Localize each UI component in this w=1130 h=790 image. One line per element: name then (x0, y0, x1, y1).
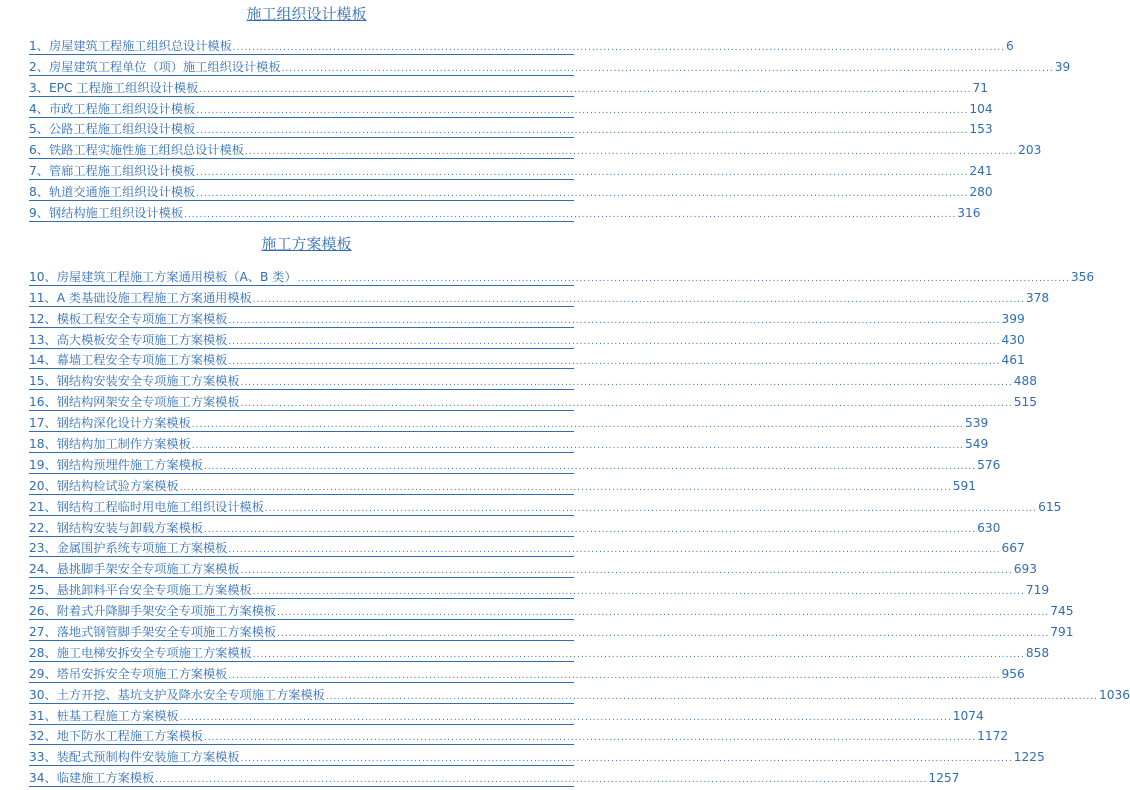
toc-entry-link[interactable] (29, 411, 989, 432)
toc-entry-label: 16、钢结构网架安全专项施工方案模板 (29, 395, 240, 410)
toc-entry-label: 20、钢结构检试验方案模板 (29, 478, 179, 493)
toc-dot-leader: ........................................................................................................................................................................................................ (277, 629, 1050, 640)
toc-entry-link[interactable] (29, 76, 988, 97)
toc-dot-leader: ........................................................................................................................................................................................................ (325, 691, 1098, 702)
toc-entry-page-number: 488 (1013, 374, 1037, 389)
toc-dot-leader: ........................................................................................................................................................................................................ (155, 775, 928, 786)
toc-entry-page-number: 858 (1025, 645, 1050, 660)
toc-dot-leader: ........................................................................................................................................................................................................ (203, 524, 977, 535)
toc-dot-leader: ........................................................................................................................................................................................................ (196, 189, 969, 200)
toc-entry-link[interactable] (29, 369, 1037, 390)
toc-dot-leader: ........................................................................................................................................................................................................ (196, 126, 969, 137)
toc-entry-label: 13、高大模板安全专项施工方案模板 (29, 332, 228, 347)
toc-entry-page-number: 356 (1070, 269, 1095, 284)
toc-entry-label: 23、金属围护系统专项施工方案模板 (29, 541, 228, 556)
toc-entry-label: 3、EPC 工程施工组织设计模板 (29, 80, 199, 95)
toc-entry-page-number: 549 (964, 437, 989, 452)
toc-dot-leader: ........................................................................................................................................................................................................ (240, 399, 1013, 410)
toc-entry-label: 19、钢结构预埋件施工方案模板 (29, 457, 203, 472)
toc-entry-link[interactable] (29, 97, 993, 118)
toc-entry-label: 22、钢结构安装与卸载方案模板 (29, 520, 203, 535)
toc-dot-leader: ........................................................................................................................................................................................................ (297, 273, 1070, 284)
toc-entry-link[interactable] (29, 55, 1071, 76)
toc-entry-label: 11、A 类基础设施工程施工方案通用模板 (29, 290, 252, 305)
toc-dot-leader: ........................................................................................................................................................................................................ (203, 461, 977, 472)
toc-entry-link[interactable] (29, 557, 1037, 578)
toc-entry-page-number: 591 (952, 478, 977, 493)
toc-entry-label: 25、悬挑卸料平台安全专项施工方案模板 (29, 583, 252, 598)
toc-dot-leader: ........................................................................................................................................................................................................ (281, 63, 1054, 74)
toc-entry-page-number: 515 (1013, 395, 1037, 410)
toc-entry-link[interactable] (29, 432, 989, 453)
toc-entry-link[interactable] (29, 159, 993, 180)
toc-entry-page-number: 39 (1054, 59, 1071, 74)
section-title-construction-design: 施工组织设计模板 (246, 5, 367, 23)
toc-dot-leader: ........................................................................................................................................................................................................ (252, 294, 1025, 305)
toc-dot-leader: ........................................................................................................................................................................................................ (203, 733, 977, 744)
toc-entry-label: 34、临建施工方案模板 (29, 771, 155, 786)
toc-entry-label: 28、施工电梯安拆安全专项施工方案模板 (29, 645, 252, 660)
toc-entry-link[interactable] (29, 537, 1025, 558)
toc-entry-label: 9、钢结构施工组织设计模板 (29, 206, 184, 221)
toc-entry-label: 33、装配式预制构件安装施工方案模板 (29, 750, 240, 765)
toc-entry-link[interactable] (29, 180, 993, 201)
toc-entry-page-number: 378 (1025, 290, 1050, 305)
toc-entry-label: 21、钢结构工程临时用电施工组织设计模板 (29, 499, 264, 514)
toc-entry-page-number: 1172 (977, 729, 1009, 744)
toc-entry-link[interactable] (29, 307, 1025, 328)
toc-dot-leader: ........................................................................................................................................................................................................ (277, 608, 1050, 619)
toc-entry-page-number: 430 (1001, 332, 1025, 347)
toc-dot-leader: ........................................................................................................................................................................................................ (240, 566, 1013, 577)
toc-entry-link[interactable] (29, 662, 1025, 683)
toc-entry-link[interactable] (29, 620, 1074, 641)
toc-dot-leader: ........................................................................................................................................................................................................ (191, 420, 964, 431)
toc-entry-label: 27、落地式钢管脚手架安全专项施工方案模板 (29, 625, 277, 640)
toc-dot-leader: ........................................................................................................................................................................................................ (252, 649, 1025, 660)
toc-entry-page-number: 203 (1018, 143, 1042, 158)
toc-entry-page-number: 241 (969, 164, 993, 179)
toc-entry-link[interactable] (29, 599, 1074, 620)
toc-dot-leader: ........................................................................................................................................................................................................ (179, 712, 952, 723)
toc-dot-leader: ........................................................................................................................................................................................................ (228, 357, 1001, 368)
toc-entry-page-number: 719 (1025, 583, 1050, 598)
toc-entry-page-number: 104 (969, 101, 993, 116)
toc-entry-page-number: 630 (977, 520, 1001, 535)
toc-dot-leader: ........................................................................................................................................................................................................ (240, 378, 1013, 389)
toc-entry-label: 8、轨道交通施工组织设计模板 (29, 185, 196, 200)
toc-dot-leader: ........................................................................................................................................................................................................ (191, 441, 964, 452)
toc-entry-link[interactable] (29, 286, 1050, 307)
toc-entry-link[interactable] (29, 474, 977, 495)
toc-entry-page-number: 153 (969, 122, 993, 137)
toc-entry-link[interactable] (29, 578, 1050, 599)
toc-entry-page-number: 71 (972, 80, 988, 95)
toc-entry-page-number: 693 (1013, 562, 1037, 577)
toc-entry-link[interactable] (29, 516, 1001, 537)
toc-entry-label: 5、公路工程施工组织设计模板 (29, 122, 196, 137)
toc-entry-page-number: 956 (1001, 666, 1025, 681)
toc-entry-link[interactable] (29, 138, 1042, 159)
toc-entry-label: 24、悬挑脚手架安全专项施工方案模板 (29, 562, 240, 577)
toc-entry-label: 32、地下防水工程施工方案模板 (29, 729, 203, 744)
toc-entry-label: 1、房屋建筑工程施工组织总设计模板 (29, 38, 232, 53)
toc-entry-link[interactable] (29, 725, 1009, 746)
toc-entry-link[interactable] (29, 704, 984, 725)
toc-entry-page-number: 576 (977, 457, 1001, 472)
toc-entry-link[interactable] (29, 453, 1001, 474)
toc-entry-page-number: 1257 (928, 771, 960, 786)
toc-entry-link[interactable] (29, 265, 1095, 286)
toc-entry-label: 18、钢结构加工制作方案模板 (29, 437, 191, 452)
toc-dot-leader: ........................................................................................................................................................................................................ (179, 482, 952, 493)
toc-entry-page-number: 1225 (1013, 750, 1045, 765)
toc-dot-leader: ........................................................................................................................................................................................................ (228, 315, 1001, 326)
toc-dot-leader: ........................................................................................................................................................................................................ (232, 42, 1005, 53)
toc-entry-label: 14、幕墙工程安全专项施工方案模板 (29, 353, 228, 368)
toc-dot-leader: ........................................................................................................................................................................................................ (228, 545, 1001, 556)
toc-dot-leader: ........................................................................................................................................................................................................ (199, 84, 972, 95)
toc-entry-page-number: 539 (964, 416, 989, 431)
toc-dot-leader: ........................................................................................................................................................................................................ (184, 210, 957, 221)
toc-entry-link[interactable] (29, 34, 1014, 55)
toc-entry-page-number: 316 (957, 206, 981, 221)
toc-entry-page-number: 745 (1050, 604, 1074, 619)
toc-entry-page-number: 399 (1001, 311, 1025, 326)
toc-entry-label: 29、塔吊安拆安全专项施工方案模板 (29, 666, 228, 681)
toc-entry-label: 17、钢结构深化设计方案模板 (29, 416, 191, 431)
toc-entry-label: 2、房屋建筑工程单位（项）施工组织设计模板 (29, 59, 281, 74)
toc-entry-label: 6、铁路工程实施性施工组织总设计模板 (29, 143, 244, 158)
toc-entry-label: 7、管廊工程施工组织设计模板 (29, 164, 196, 179)
toc-entry-label: 26、附着式升降脚手架安全专项施工方案模板 (29, 604, 277, 619)
toc-list-construction-design (29, 34, 1071, 222)
section-title-construction-plan: 施工方案模板 (261, 235, 352, 253)
toc-entry-label: 4、市政工程施工组织设计模板 (29, 101, 196, 116)
toc-entry-link[interactable] (29, 683, 1130, 704)
toc-entry-page-number: 615 (1038, 499, 1062, 514)
toc-entry-page-number: 791 (1050, 625, 1074, 640)
toc-entry-link[interactable] (29, 118, 993, 139)
toc-dot-leader: ........................................................................................................................................................................................................ (264, 503, 1038, 514)
toc-entry-page-number: 280 (969, 185, 993, 200)
toc-dot-leader: ........................................................................................................................................................................................................ (228, 670, 1001, 681)
toc-entry-page-number: 6 (1005, 38, 1014, 53)
toc-entry-link[interactable] (29, 349, 1025, 370)
toc-entry-link[interactable] (29, 641, 1050, 662)
toc-entry-link[interactable] (29, 495, 1062, 516)
toc-entry-link[interactable] (29, 745, 1045, 766)
toc-dot-leader: ........................................................................................................................................................................................................ (196, 105, 969, 116)
toc-entry-label: 10、房屋建筑工程施工方案通用模板（A、B 类） (29, 269, 297, 284)
toc-dot-leader: ........................................................................................................................................................................................................ (196, 168, 969, 179)
toc-entry-page-number: 1036 (1099, 687, 1130, 702)
toc-entry-link[interactable] (29, 390, 1037, 411)
toc-entry-link[interactable] (29, 766, 960, 787)
toc-entry-page-number: 461 (1001, 353, 1025, 368)
toc-dot-leader: ........................................................................................................................................................................................................ (228, 336, 1001, 347)
toc-dot-leader: ........................................................................................................................................................................................................ (252, 587, 1025, 598)
toc-entry-label: 15、钢结构安装安全专项施工方案模板 (29, 374, 240, 389)
toc-dot-leader: ........................................................................................................................................................................................................ (244, 147, 1018, 158)
toc-entry-link[interactable] (29, 201, 981, 222)
toc-entry-label: 31、桩基工程施工方案模板 (29, 708, 179, 723)
toc-entry-page-number: 667 (1001, 541, 1025, 556)
toc-dot-leader: ........................................................................................................................................................................................................ (240, 754, 1013, 765)
toc-entry-label: 12、模板工程安全专项施工方案模板 (29, 311, 228, 326)
toc-entry-link[interactable] (29, 328, 1025, 349)
toc-entry-label: 30、土方开挖、基坑支护及降水安全专项施工方案模板 (29, 687, 325, 702)
toc-entry-page-number: 1074 (952, 708, 984, 723)
toc-list-construction-plan (29, 265, 1130, 787)
